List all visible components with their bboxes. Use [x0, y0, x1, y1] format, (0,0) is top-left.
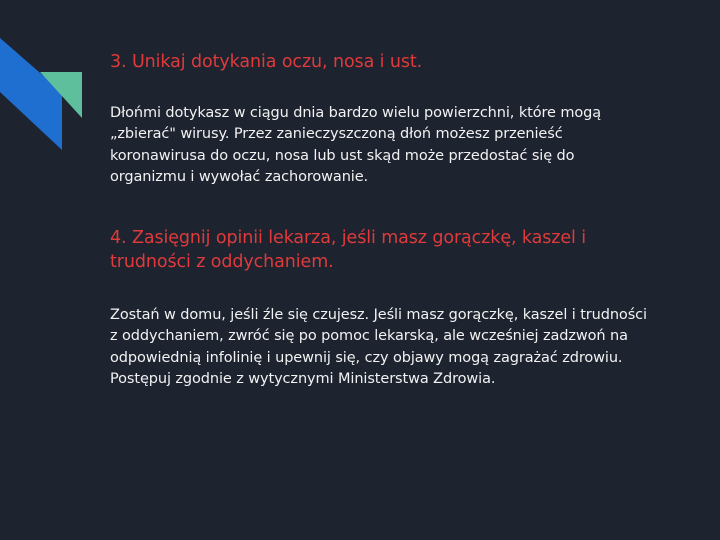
heading-avoid-touching-face: 3. Unikaj dotykania oczu, nosa i ust.	[110, 52, 423, 72]
accent-stripe-blue	[0, 38, 62, 150]
paragraph-hands-carry-virus: Dłońmi dotykasz w ciągu dnia bardzo wielu powierzchni, które mogą „zbierać" wirusy. Przez zanieczyszczoną dłoń możesz przenieść koronawirusa do oczu, nosa lub ust skąd może przedostać się do organizmu i wywołać zachorowanie.	[110, 105, 602, 185]
paragraph-stay-home: Zostań w domu, jeśli źle się czujesz. Jeśli masz gorączkę, kaszel i trudności z oddychaniem, zwróć się po pomoc lekarską, ale wcześniej zadzwoń na odpowiednią infolinię i upewnij się, czy objawy mogą zagrażać zdrowiu. Postępuj zgodnie z wytycznymi Ministerstwa Zdrowia.	[110, 307, 647, 387]
heading-consult-doctor: 4. Zasięgnij opinii lekarza, jeśli masz gorączkę, kaszel i trudności z oddychaniem.	[110, 228, 587, 272]
corner-decoration	[0, 0, 90, 150]
